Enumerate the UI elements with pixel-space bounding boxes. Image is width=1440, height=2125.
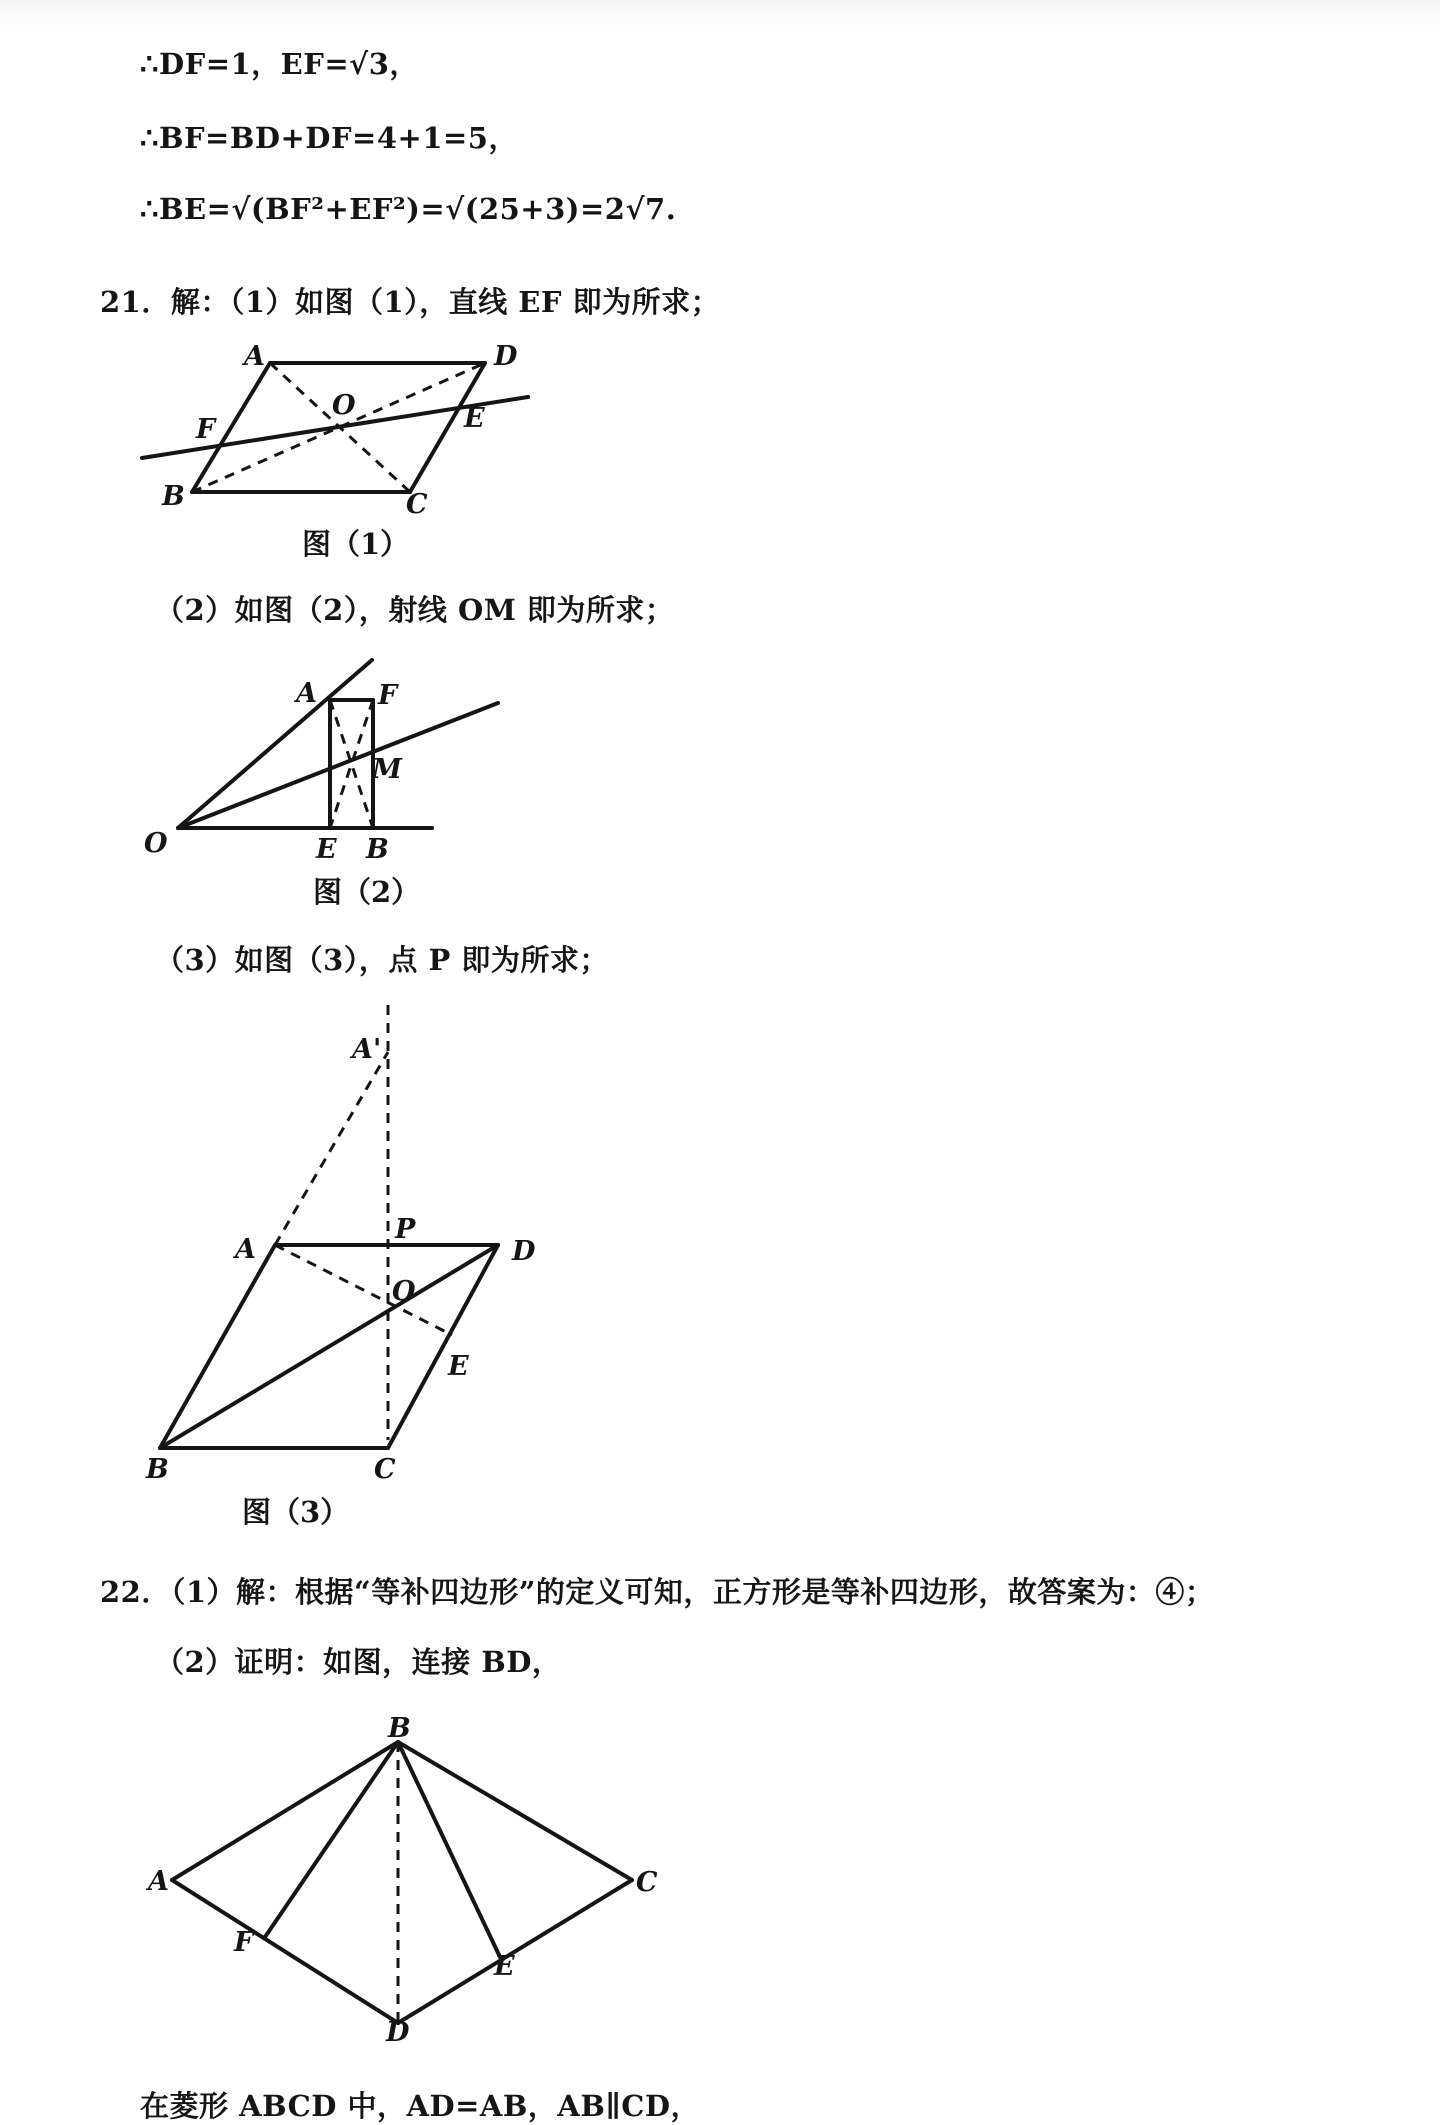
fig4-label-f: F (234, 1927, 254, 1958)
question-22-part-2: （2）证明：如图，连接 BD， (155, 1645, 562, 1679)
fig3-label-e: E (448, 1351, 469, 1382)
figure-2-caption: 图（2） (313, 875, 421, 909)
fig3-label-a: A (235, 1234, 256, 1265)
fig2-label-b: B (366, 834, 389, 865)
fig2-label-e: E (316, 834, 337, 865)
fig3-label-c: C (374, 1454, 396, 1485)
fig2-label-m: M (372, 754, 402, 785)
question-21-part-1: 21．解：（1）如图（1），直线 EF 即为所求； (100, 285, 721, 319)
fig4-side-ba (172, 1742, 398, 1880)
fig4-label-a: A (148, 1866, 169, 1897)
fig1-label-a: A (244, 341, 265, 372)
fig2-label-o: O (144, 828, 168, 859)
solution-line-be: ∴BE=√(BF²+EF²)=√(25+3)=2√7. (140, 192, 677, 226)
figure-2-diagram (140, 650, 520, 870)
figure-1-caption: 图（1） (302, 527, 410, 561)
fig3-label-o: O (392, 1276, 416, 1307)
question-22-part-1: 22．（1）解：根据“等补四边形”的定义可知，正方形是等补四边形，故答案为：④； (100, 1575, 1215, 1609)
fig3-label-a-prime: A' (352, 1034, 382, 1065)
figure-1-diagram (130, 335, 550, 525)
fig4-label-b: B (388, 1713, 411, 1744)
solution-line-df-ef: ∴DF=1，EF=√3， (140, 47, 419, 81)
fig3-side-ab (160, 1245, 275, 1448)
fig4-label-d: D (386, 2017, 410, 2048)
fig3-label-d: D (512, 1236, 536, 1267)
fig3-label-p: P (395, 1214, 416, 1245)
fig1-label-o: O (332, 390, 356, 421)
fig3-segment-a-aprime (275, 1052, 388, 1245)
question-21-part-2: （2）如图（2），射线 OM 即为所求； (155, 593, 675, 627)
fig4-label-e: E (494, 1951, 515, 1982)
fig2-ray-oa (178, 660, 372, 828)
figure-3-caption: 图（3） (242, 1495, 350, 1529)
figure-4-diagram (140, 1705, 680, 2048)
fig1-label-d: D (494, 341, 518, 372)
solution-line-bf: ∴BF=BD+DF=4+1=5， (140, 121, 518, 155)
fig2-label-a: A (296, 678, 317, 709)
fig1-label-f: F (196, 414, 216, 445)
fig4-label-c: C (636, 1867, 658, 1898)
fig4-side-bc (398, 1742, 632, 1880)
fig4-side-cd (398, 1880, 632, 2023)
fig1-label-b: B (162, 481, 185, 512)
fig4-segment-bf (265, 1742, 398, 1937)
fig3-diagonal-bd (160, 1245, 498, 1448)
question-22-proof-line: 在菱形 ABCD 中，AD=AB，AB∥CD， (140, 2089, 701, 2123)
fig1-label-e: E (464, 403, 485, 434)
fig2-label-f: F (378, 680, 398, 711)
fig4-side-ad (172, 1880, 398, 2023)
figure-3-diagram (140, 1000, 580, 1485)
question-21-part-3: （3）如图（3），点 P 即为所求； (155, 943, 609, 977)
fig3-label-b: B (146, 1454, 169, 1485)
fig1-label-c: C (406, 489, 428, 520)
